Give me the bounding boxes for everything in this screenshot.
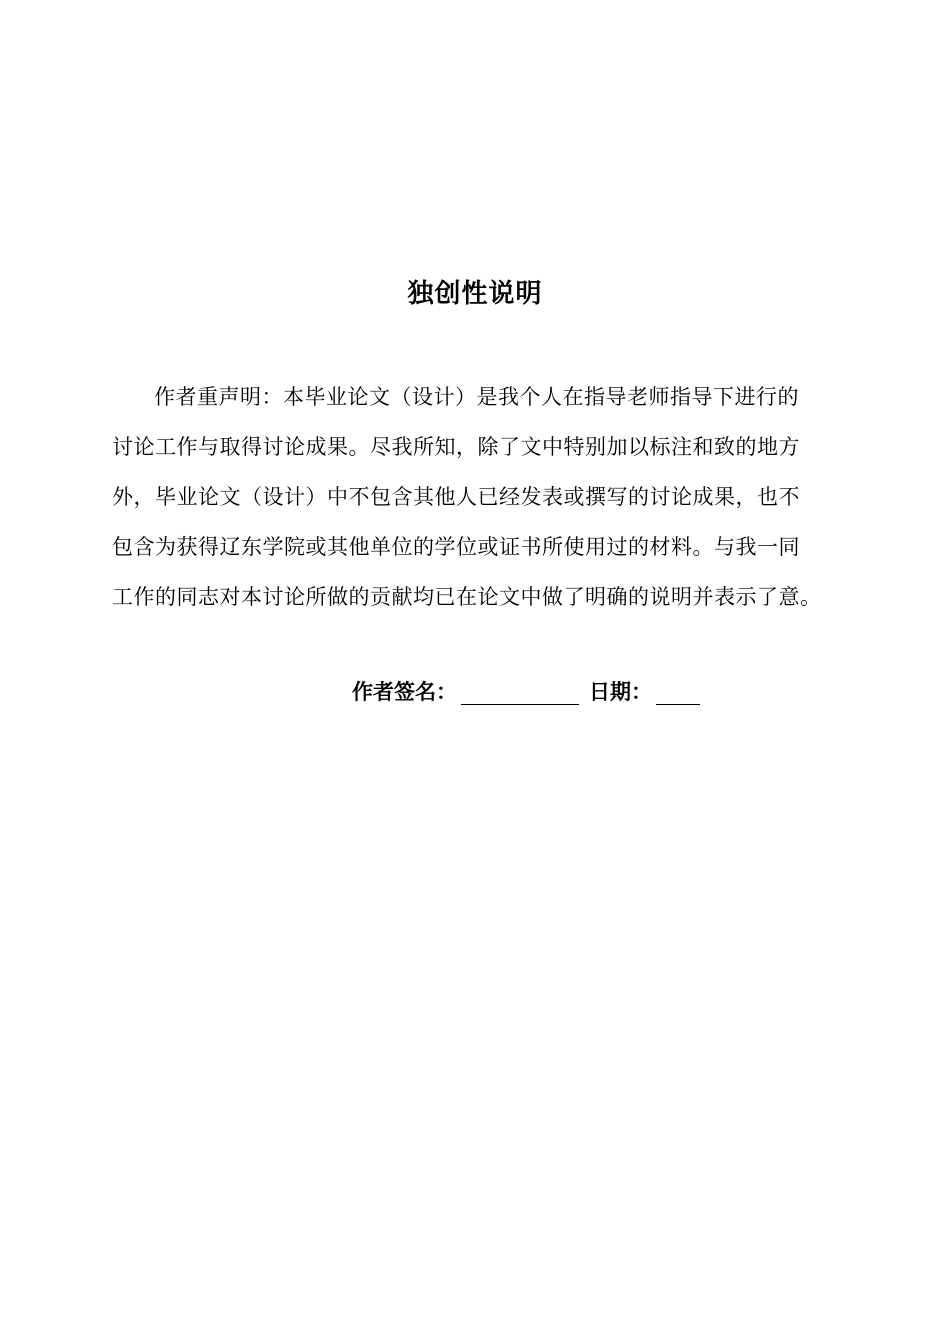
document-title: 独创性说明: [407, 279, 543, 309]
date-label: 日期：: [589, 680, 652, 704]
paragraph-line-5: 工作的同志对本讨论所做的贡献均已在论文中做了明确的说明并表示了意。: [112, 585, 822, 609]
author-signature-blank: [461, 680, 579, 705]
paragraph-line-2: 讨论工作与取得讨论成果。尽我所知，除了文中特别加以标注和致的地方: [112, 435, 800, 459]
author-signature-label: 作者签名：: [352, 680, 457, 704]
signature-row: [352, 672, 832, 712]
paragraph-line-4: 包含为获得辽东学院或其他单位的学位或证书所使用过的材料。与我一同: [112, 535, 800, 559]
paragraph-line-3: 外，毕业论文（设计）中不包含其他人已经发表或撰写的讨论成果，也不: [112, 485, 800, 509]
date-blank: [656, 680, 700, 705]
paragraph-line-1: 作者重声明：本毕业论文（设计）是我个人在指导老师指导下进行的: [154, 385, 799, 409]
declaration-paragraph: [112, 372, 840, 622]
